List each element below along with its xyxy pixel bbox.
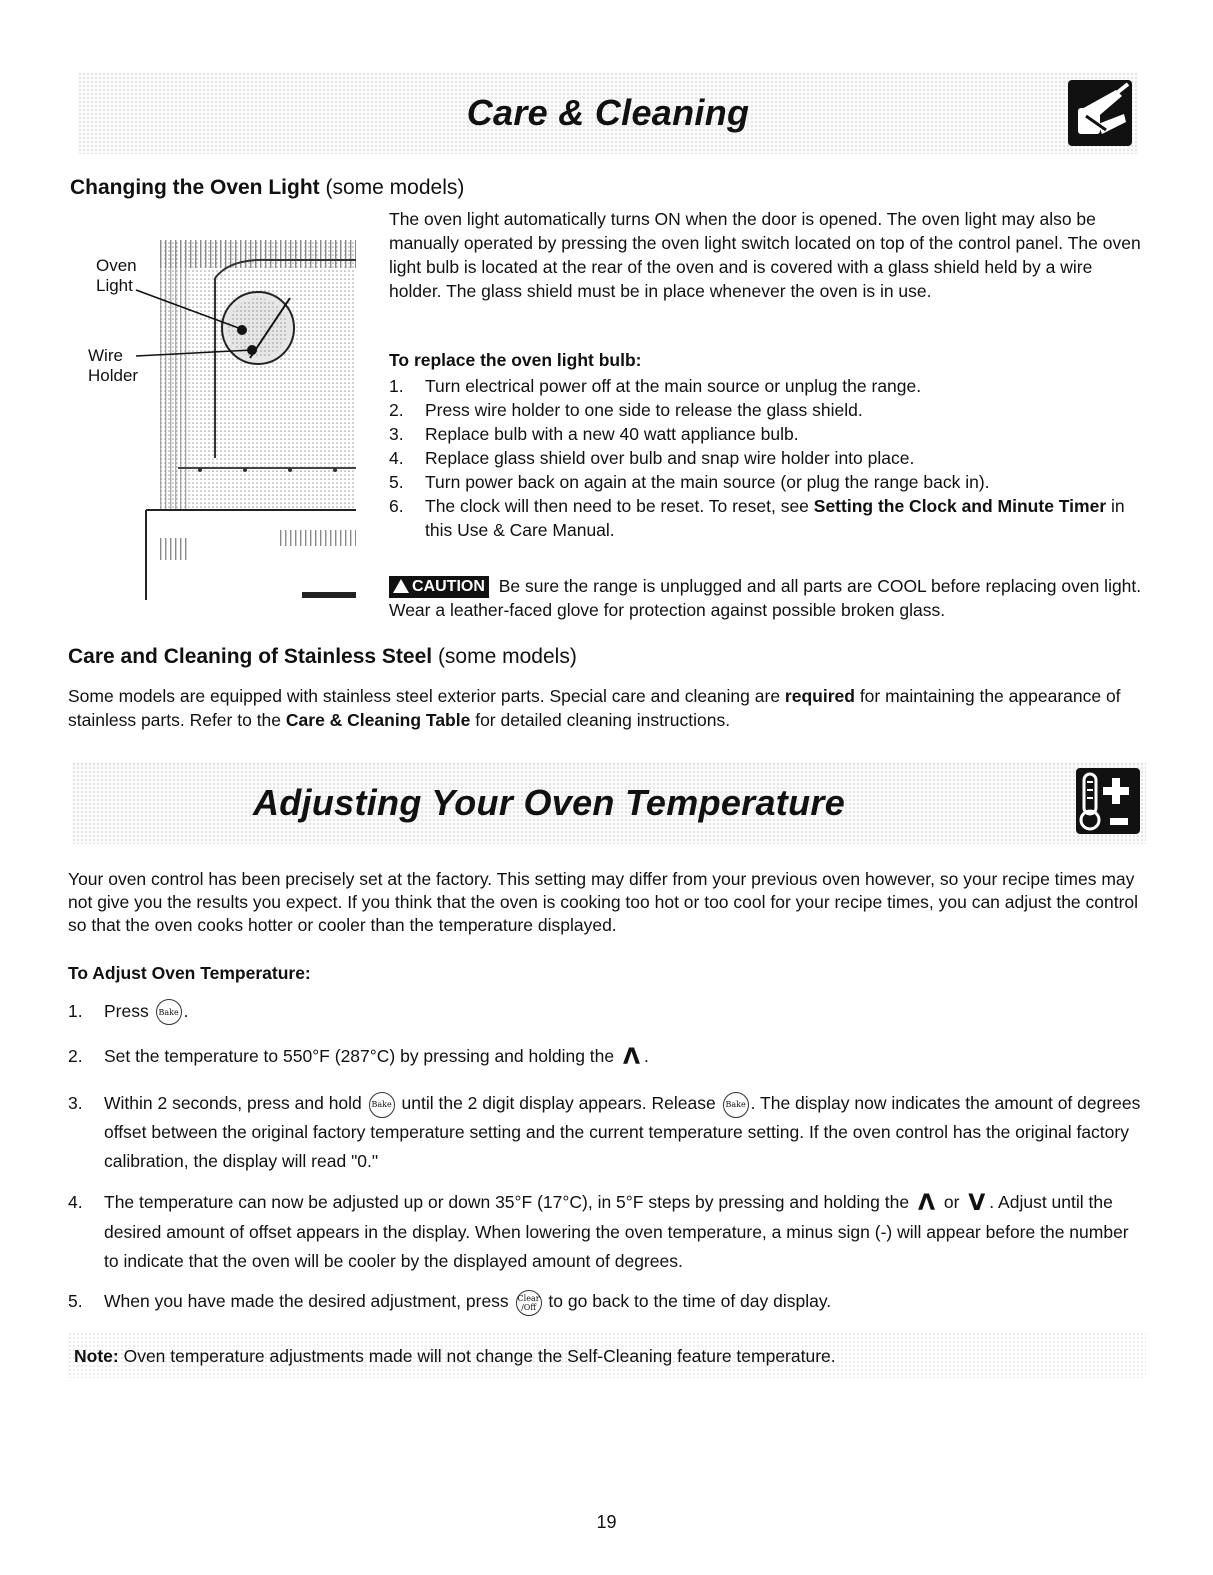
- list-item: 1. Press Bake .: [68, 998, 1146, 1025]
- banner-title: Care & Cleaning: [466, 92, 750, 133]
- list-item: 2. Press wire holder to one side to release the glass shield.: [389, 400, 863, 420]
- setting-clock-reference: Setting the Clock and Minute Timer: [813, 496, 1107, 516]
- heading-rest: (some models): [319, 176, 465, 199]
- list-item: 3. Within 2 seconds, press and hold Bake until the 2 digit display appears. Release Bake . The display now indicates the amount of degrees offset between the original factory temperature setting and the current temperature setting. If the oven control has the original factory calibration, the display will read "0.": [68, 1093, 1141, 1172]
- bake-button-icon: Bake: [156, 999, 182, 1025]
- oven-light-intro: The oven light automatically turns ON when the door is opened. The oven light may also be manually operated by pressing the oven light switch located on top of the control panel. The oven light bulb is located at the rear of the oven and is covered with a glass shield held by a wire holder. The glass shield must be in place whenever the oven is in use.: [389, 209, 1141, 301]
- oven-light-label: Oven Light: [96, 256, 137, 295]
- list-item: 3. Replace bulb with a new 40 watt appliance bulb.: [389, 424, 799, 444]
- banner-title: Adjusting Your Oven Temperature: [252, 782, 846, 823]
- oven-light-heading: [70, 176, 464, 200]
- list-item: 2. Set the temperature to 550°F (287°C) by pressing and holding the Λ .: [68, 1045, 649, 1071]
- bake-button-icon: Bake: [723, 1092, 749, 1118]
- caution-paragraph: CAUTION Be sure the range is unplugged and all parts are COOL before replacing oven light. Wear a leather-faced glove for protection against possible broken glass.: [389, 576, 1142, 620]
- cleaning-hand-icon: [1068, 80, 1132, 146]
- list-item: 6. The clock will then need to be reset. To reset, see Setting the Clock and Minute Timer in this Use & Care Manual.: [389, 496, 1125, 540]
- list-item: 5. When you have made the desired adjustment, press Clear /Off to go back to the time of day display.: [68, 1288, 1146, 1315]
- caution-badge: CAUTION: [389, 576, 489, 598]
- list-item: 4. Replace glass shield over bulb and snap wire holder into place.: [389, 448, 915, 468]
- wire-holder-label: Wire Holder: [88, 346, 139, 385]
- adjust-steps: [68, 998, 1146, 1316]
- list-item: 1. Turn electrical power off at the main source or unplug the range.: [389, 376, 922, 396]
- replace-bulb-steps: [389, 374, 1141, 542]
- up-arrow-icon: Λ: [623, 1045, 641, 1071]
- list-item: 5. Turn power back on again at the main source (or plug the range back in).: [389, 472, 990, 492]
- stainless-heading: Care and Cleaning of Stainless Steel (some models): [68, 645, 577, 668]
- heading-bold: Changing the Oven Light: [70, 176, 320, 199]
- care-cleaning-table-reference: Care & Cleaning Table: [285, 710, 471, 730]
- warning-triangle-icon: [393, 579, 409, 593]
- list-item: 4. The temperature can now be adjusted up or down 35°F (17°C), in 5°F steps by pressing and holding the Λ or V . Adjust until the desired amount of offset appears in the display. When lowering the oven temperature, a minus sign (-) will appear before the number to indicate that the oven will be cooler by the displayed amount of degrees.: [68, 1191, 1129, 1272]
- bake-button-icon: Bake: [369, 1092, 395, 1118]
- replace-bulb-subheading: To replace the oven light bulb:: [389, 350, 642, 370]
- clear-off-button-icon: Clear /Off: [516, 1290, 542, 1316]
- adjust-subheading: To Adjust Oven Temperature:: [68, 963, 311, 983]
- thermometer-plus-minus-icon: [1076, 768, 1140, 834]
- stainless-paragraph: Some models are equipped with stainless steel exterior parts. Special care and cleaning are required for maintaining the appearance of stainless parts. Refer to the Care & Cleaning Table for detailed cleaning instructions.: [68, 686, 1121, 730]
- page-number: 19: [596, 1512, 617, 1532]
- care-cleaning-banner: [78, 72, 1138, 154]
- up-arrow-icon: Λ: [917, 1191, 935, 1217]
- note: Note: Oven temperature adjustments made will not change the Self-Cleaning feature temperature.: [74, 1346, 836, 1366]
- adjust-temperature-banner: [72, 762, 1146, 844]
- down-arrow-icon: V: [968, 1191, 986, 1217]
- adjust-intro: Your oven control has been precisely set at the factory. This setting may differ from your previous oven however, so your recipe times may not give you the results you expect. If you think that the oven is cooking too hot or too cool for your recipe times, you can adjust the control so that the oven cooks hotter or cooler than the temperature displayed.: [68, 869, 1139, 935]
